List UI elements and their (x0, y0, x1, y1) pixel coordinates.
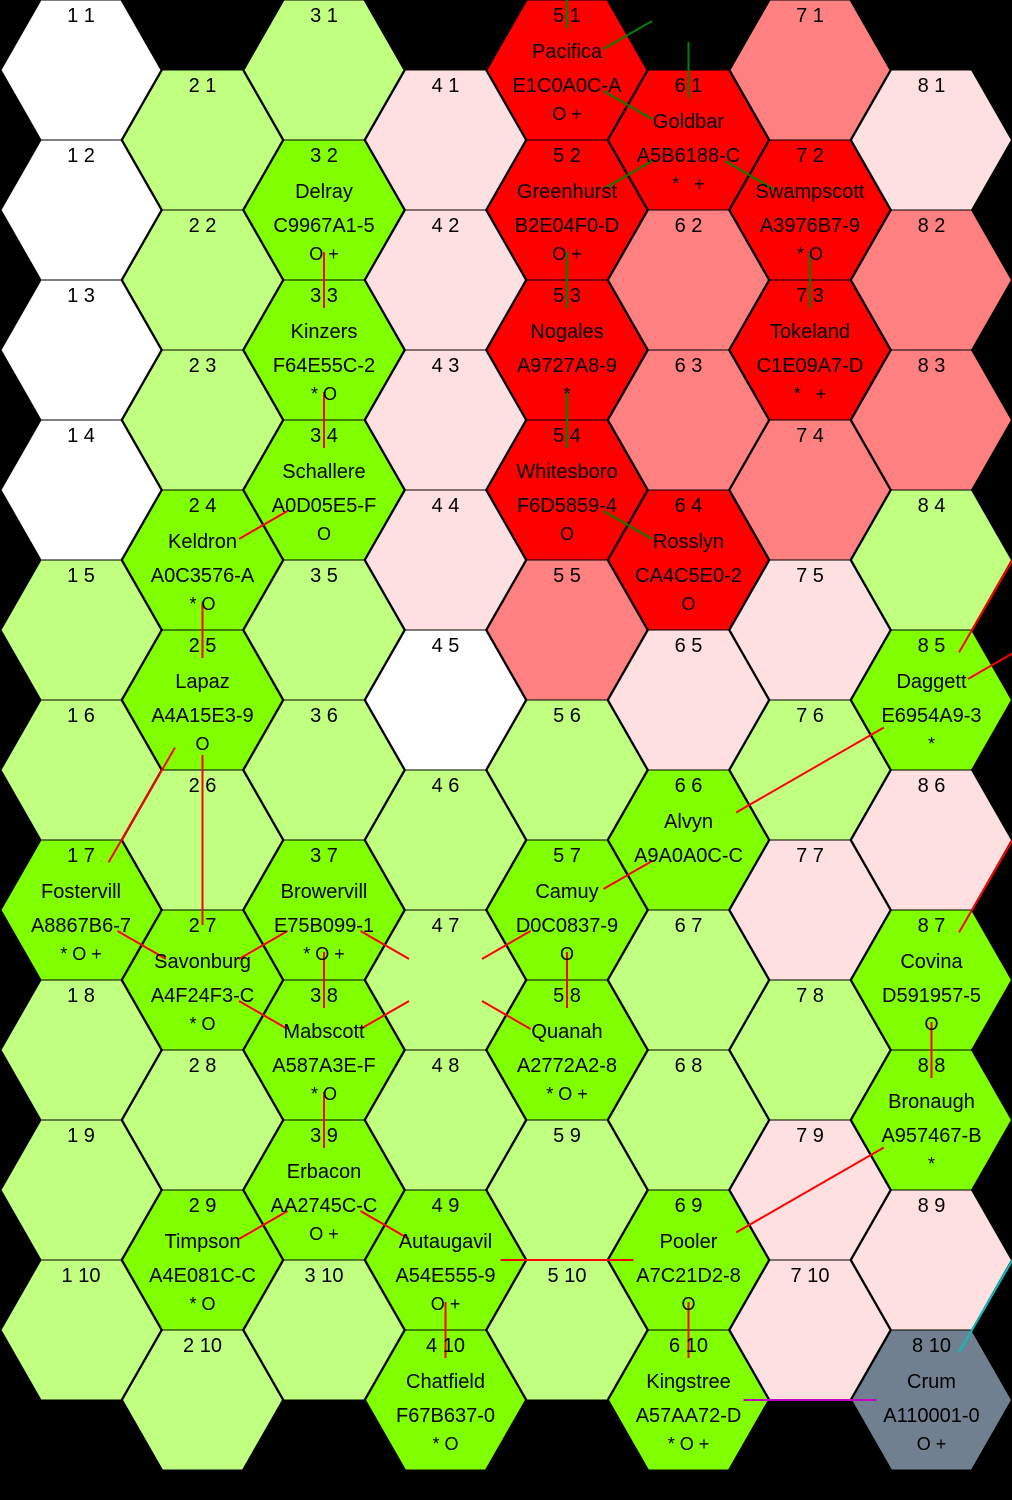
hex-coordinate-label: 8 6 (917, 775, 946, 797)
hex-coordinate-label: 4 6 (431, 775, 460, 797)
world-uwp: D591957-5 (882, 985, 981, 1007)
world-name: Crum (907, 1371, 956, 1393)
world-bases-marker: * O (796, 244, 824, 264)
world-bases-marker: * O + (546, 1084, 588, 1104)
hex-coordinate-label: 8 9 (917, 1195, 946, 1217)
hex-coordinate-label: 5 8 (553, 985, 581, 1007)
hex-coordinate-label: 2 8 (188, 1055, 217, 1077)
hex-coordinate-label: 2 9 (188, 1195, 217, 1217)
world-uwp: A4E081C-C (149, 1265, 256, 1287)
world-name: Daggett (896, 671, 967, 693)
world-uwp: F6D5859-4 (516, 495, 618, 517)
world-bases-marker: * O (189, 1014, 216, 1034)
world-uwp: A0C3576-A (150, 565, 255, 587)
hex-coordinate-label: 5 7 (553, 845, 581, 867)
world-uwp: E6954A9-3 (881, 705, 982, 727)
world-uwp: F64E55C-2 (272, 355, 376, 377)
world-name: Timpson (164, 1231, 241, 1253)
world-uwp: F67B637-0 (396, 1405, 495, 1427)
world-bases-marker: O (681, 1294, 696, 1314)
world-name: Pooler (659, 1231, 718, 1253)
world-uwp: A0D05E5-F (271, 495, 377, 517)
hex-coordinate-label: 2 6 (188, 775, 217, 797)
world-bases-marker: O (559, 524, 575, 544)
world-bases-marker: O + (309, 1224, 339, 1244)
world-name: Camuy (535, 881, 599, 903)
hex-coordinate-label: 1 8 (67, 985, 95, 1007)
hex-coordinate-label: 1 10 (61, 1265, 101, 1287)
world-uwp: AA2745C-C (270, 1195, 378, 1217)
hex-coordinate-label: 5 1 (553, 5, 581, 27)
world-uwp: A2772A2-8 (516, 1055, 618, 1077)
world-uwp: A7C21D2-8 (636, 1265, 741, 1287)
world-bases-marker: O (195, 734, 210, 754)
hex-coordinate-label: 6 5 (674, 635, 703, 657)
hex-coordinate-label: 4 8 (431, 1055, 460, 1077)
world-name: Savonburg (154, 951, 251, 973)
hex-coordinate-label: 7 1 (796, 5, 824, 27)
world-bases-marker: O (924, 1014, 939, 1034)
world-name: Delray (295, 181, 353, 203)
world-bases-marker: * (927, 734, 936, 754)
hex-coordinate-label: 3 7 (310, 845, 338, 867)
world-name: Kinzers (290, 321, 358, 343)
hex-coordinate-label: 4 2 (431, 215, 460, 237)
world-name: Nogales (530, 321, 604, 343)
world-uwp: A957467-B (881, 1125, 982, 1147)
world-name: Quanah (531, 1021, 603, 1043)
hex-coordinate-label: 6 6 (674, 775, 703, 797)
hex-coordinate-label: 7 4 (796, 425, 824, 447)
hex-coordinate-label: 5 9 (553, 1125, 581, 1147)
world-uwp: A8867B6-7 (30, 915, 132, 937)
hex-coordinate-label: 8 3 (917, 355, 946, 377)
world-name: Schallere (282, 461, 366, 483)
hex-coordinate-label: 8 5 (917, 635, 946, 657)
hex-coordinate-label: 8 8 (917, 1055, 946, 1077)
world-name: Fostervill (40, 881, 122, 903)
hex-coordinate-label: 2 7 (188, 915, 217, 937)
world-name: Covina (900, 951, 963, 973)
hex-coordinate-label: 4 4 (431, 495, 460, 517)
world-uwp: A57AA72-D (635, 1405, 742, 1427)
world-name: Rosslyn (652, 531, 725, 553)
hex-coordinate-label: 5 2 (553, 145, 581, 167)
world-bases-marker: * (927, 1154, 936, 1174)
world-uwp: A54E555-9 (395, 1265, 496, 1287)
hex-coordinate-label: 6 8 (674, 1055, 703, 1077)
hex-coordinate-label: 4 3 (431, 355, 460, 377)
hex-coordinate-label: 3 6 (310, 705, 338, 727)
hex-coordinate-label: 1 1 (67, 5, 95, 27)
world-uwp: A5B6188-C (636, 145, 741, 167)
hex-coordinate-label: 6 1 (674, 75, 703, 97)
hex-coordinate-label: 2 3 (188, 355, 217, 377)
hex-coordinate-label: 1 7 (67, 845, 95, 867)
hex-coordinate-label: 3 4 (310, 425, 338, 447)
hex-coordinate-label: 7 8 (796, 985, 824, 1007)
hex-coordinate-label: 5 10 (547, 1265, 587, 1287)
world-bases-marker: O + (309, 244, 339, 264)
world-uwp: A587A3E-F (272, 1055, 376, 1077)
world-name: Kingstree (646, 1371, 731, 1393)
world-name: Alvyn (664, 811, 713, 833)
world-name: Chatfield (406, 1371, 485, 1393)
hex-coordinate-label: 7 10 (790, 1265, 830, 1287)
hex-coordinate-label: 2 1 (188, 75, 217, 97)
hex-coordinate-label: 8 4 (917, 495, 946, 517)
world-uwp: A4A15E3-9 (151, 705, 254, 727)
hex-coordinate-label: 7 6 (796, 705, 824, 727)
world-bases-marker: * O (189, 594, 216, 614)
hex-coordinate-label: 5 3 (553, 285, 581, 307)
hex-coordinate-label: 6 10 (669, 1335, 708, 1357)
world-uwp: A3976B7-9 (759, 215, 861, 237)
world-name: Greenhurst (516, 181, 618, 203)
hex-coordinate-label: 2 2 (188, 215, 217, 237)
hex-coordinate-label: 1 2 (67, 145, 95, 167)
world-uwp: C9967A1-5 (273, 215, 375, 237)
world-uwp: B2E04F0-D (514, 215, 620, 237)
hex-coordinate-label: 3 2 (310, 145, 338, 167)
hex-coordinate-label: 7 9 (796, 1125, 824, 1147)
world-uwp: E1C0A0C-A (512, 75, 622, 97)
hex-coordinate-label: 5 6 (553, 705, 581, 727)
world-name: Bronaugh (888, 1091, 975, 1113)
hex-coordinate-label: 6 9 (674, 1195, 703, 1217)
world-name: Pacifica (531, 41, 603, 63)
world-name: Swampscott (755, 181, 865, 203)
world-bases-marker: * O (310, 1084, 338, 1104)
hex-coordinate-label: 3 9 (310, 1125, 338, 1147)
hex-coordinate-label: 4 7 (431, 915, 460, 937)
world-bases-marker: O + (916, 1434, 947, 1454)
world-name: Keldron (168, 531, 237, 553)
hex-coordinate-label: 7 5 (796, 565, 824, 587)
hex-coordinate-label: 7 7 (796, 845, 824, 867)
world-name: Tokeland (769, 321, 851, 343)
world-bases-marker: * O + (303, 944, 345, 964)
world-uwp: E75B099-1 (273, 915, 375, 937)
world-uwp: C1E09A7-D (756, 355, 864, 377)
hex-coordinate-label: 4 1 (431, 75, 460, 97)
world-uwp: D0C0837-9 (515, 915, 619, 937)
hex-coordinate-label: 4 10 (426, 1335, 465, 1357)
world-uwp: A9A0A0C-C (634, 845, 743, 867)
world-bases-marker: * O (310, 384, 338, 404)
hex-coordinate-label: 7 2 (796, 145, 824, 167)
hex-coordinate-label: 1 6 (67, 705, 95, 727)
world-name: Mabscott (283, 1021, 365, 1043)
hex-coordinate-label: 8 1 (917, 75, 946, 97)
hex-coordinate-label: 5 5 (553, 565, 581, 587)
hex-coordinate-label: 7 3 (796, 285, 824, 307)
world-bases-marker: O (681, 594, 696, 614)
hex-coordinate-label: 3 5 (310, 565, 338, 587)
world-bases-marker: O + (552, 104, 582, 124)
world-name: Whitesboro (516, 461, 618, 483)
hex-coordinate-label: 1 4 (67, 425, 95, 447)
hex-coordinate-label: 1 3 (67, 285, 95, 307)
world-bases-marker: O + (430, 1294, 461, 1314)
hex-coordinate-label: 8 7 (917, 915, 946, 937)
hex-coordinate-label: 6 7 (674, 915, 703, 937)
world-name: Browervill (280, 881, 368, 903)
hex-coordinate-label: 3 1 (310, 5, 338, 27)
hex-coordinate-label: 3 10 (304, 1265, 344, 1287)
world-name: Erbacon (286, 1161, 362, 1183)
hex-coordinate-label: 3 8 (310, 985, 338, 1007)
hex-coordinate-label: 2 10 (183, 1335, 222, 1357)
world-name: Lapaz (175, 671, 230, 693)
world-bases-marker: * O (189, 1294, 216, 1314)
hex-coordinate-label: 2 5 (188, 635, 217, 657)
world-bases-marker: * O (432, 1434, 459, 1454)
world-bases-marker: * O + (60, 944, 102, 964)
world-bases-marker: O (316, 524, 332, 544)
hex-coordinate-label: 2 4 (188, 495, 217, 517)
world-bases-marker: * + (793, 384, 827, 404)
hex-coordinate-label: 6 2 (674, 215, 703, 237)
world-uwp: A4F24F3-C (150, 985, 255, 1007)
world-name: Goldbar (652, 111, 725, 133)
hex-coordinate-label: 3 3 (310, 285, 338, 307)
hex-coordinate-label: 1 9 (67, 1125, 95, 1147)
world-bases-marker: O (559, 944, 575, 964)
world-bases-marker: O + (552, 244, 582, 264)
hex-coordinate-label: 4 9 (431, 1195, 460, 1217)
world-bases-marker: * (563, 384, 571, 404)
hex-coordinate-label: 1 5 (67, 565, 95, 587)
hex-coordinate-label: 4 5 (431, 635, 460, 657)
world-name: Autaugavil (398, 1231, 493, 1253)
world-bases-marker: * O + (667, 1434, 710, 1454)
world-uwp: CA4C5E0-2 (635, 565, 742, 587)
hex-coordinate-label: 8 10 (912, 1335, 951, 1357)
world-bases-marker: * + (672, 174, 705, 194)
hex-coordinate-label: 8 2 (917, 215, 946, 237)
world-uwp: A9727A8-9 (516, 355, 618, 377)
hex-coordinate-label: 5 4 (553, 425, 581, 447)
world-uwp: A110001-0 (883, 1405, 980, 1427)
hex-coordinate-label: 6 4 (674, 495, 703, 517)
hex-coordinate-label: 6 3 (674, 355, 703, 377)
